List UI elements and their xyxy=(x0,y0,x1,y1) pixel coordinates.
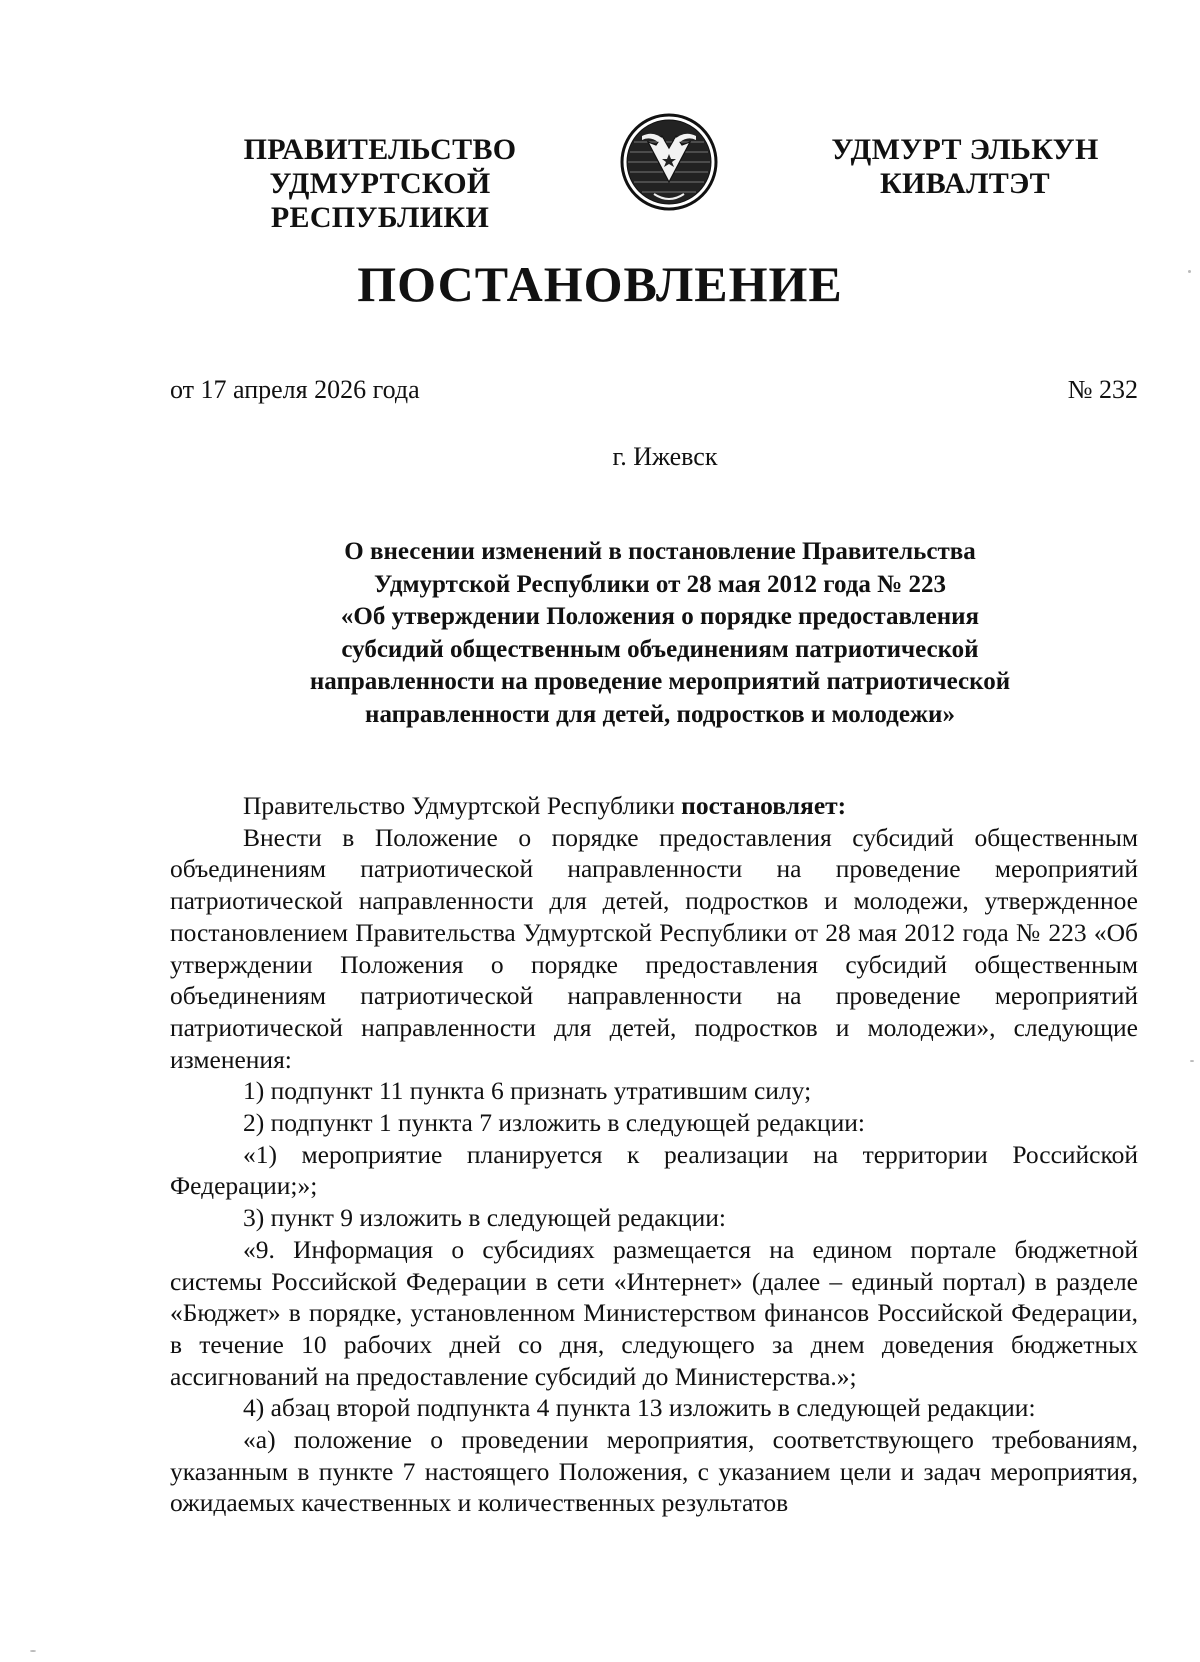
header-right-line1: УДМУРТ ЭЛЬКУН xyxy=(831,133,1099,166)
document-date: от 17 апреля 2026 года xyxy=(170,375,420,404)
document-title: ПОСТАНОВЛЕНИЕ xyxy=(357,256,843,312)
body-paragraph: «а) положение о проведении мероприятия, соответствующего требованиям, указанным в пункте 7 настоящего Положения, с указанием цели и задач мероприятия, ожидаемых качественных и количественных результатов xyxy=(170,1425,1138,1518)
subject-line: «Об утверждении Положения о порядке предоставления xyxy=(340,603,980,630)
body-paragraph: 1) подпункт 11 пункта 6 признать утратившим силу; xyxy=(243,1076,812,1106)
header-government-udm xyxy=(800,133,1130,201)
udmurt-coat-of-arms-icon xyxy=(614,112,724,212)
body-paragraph: «1) мероприятие планируется к реализации на территории Российской Федерации;»; xyxy=(170,1139,1138,1201)
body-paragraph: 4) абзац второй подпункта 4 пункта 13 изложить в следующей редакции: xyxy=(243,1393,1036,1423)
document-subject xyxy=(210,536,1110,731)
document-number: № 232 xyxy=(1067,375,1138,404)
body-paragraph: 2) подпункт 1 пункта 7 изложить в следующей редакции: xyxy=(243,1108,865,1138)
document-city: г. Ижевск xyxy=(612,442,718,471)
subject-line: направленности на проведение мероприятий патриотической xyxy=(309,668,1011,695)
subject-line: направленности для детей, подростков и молодежи» xyxy=(365,700,955,728)
header-government-ru xyxy=(165,133,595,235)
body-paragraph: Внести в Положение о порядке предоставления субсидий общественным объединениям патриотической направленности на проведение мероприятий патриотической направленности для детей, подростков и молодежи, утвержденное постановлением Правительства Удмуртской Республики от 28 мая 2012 года № 223 «Об утверждении Положения о порядке предоставления субсидий общественным объединениям патриотической направленности на проведение мероприятий патриотической направленности для детей, подростков и молодежи», следующие изменения: xyxy=(170,822,1138,1074)
subject-line: субсидий общественным объединениям патриотической xyxy=(341,635,979,663)
subject-line: О внесении изменений в постановление Правительства xyxy=(344,538,976,565)
scan-artifact xyxy=(1190,1060,1194,1062)
document-body xyxy=(170,790,1138,1519)
header-right-line2: КИВАЛТЭТ xyxy=(880,167,1050,200)
scan-artifact xyxy=(1188,270,1191,273)
body-paragraph: 3) пункт 9 изложить в следующей редакции: xyxy=(243,1203,726,1233)
body-lead-text: Правительство Удмуртской Республики xyxy=(243,791,682,820)
scan-artifact xyxy=(30,1650,36,1652)
body-paragraph: «9. Информация о субсидиях размещается на едином портале бюджетной системы Российской Федерации в сети «Интернет» (далее – единый портал) в разделе «Бюджет» в порядке, установленном Министерством финансов Российской Федерации, в течение 10 рабочих дней со дня, следующего за днем доведения бюджетных ассигнований на предоставление субсидий до Министерства.»; xyxy=(170,1234,1138,1391)
header-left-line2: УДМУРТСКОЙ РЕСПУБЛИКИ xyxy=(269,167,491,234)
body-lead-decree: постановляет: xyxy=(681,791,847,820)
body-lead-paragraph xyxy=(170,790,1138,822)
subject-line: Удмуртской Республики от 28 мая 2012 года № 223 xyxy=(373,570,947,598)
header-left-line1: ПРАВИТЕЛЬСТВО xyxy=(243,133,517,166)
